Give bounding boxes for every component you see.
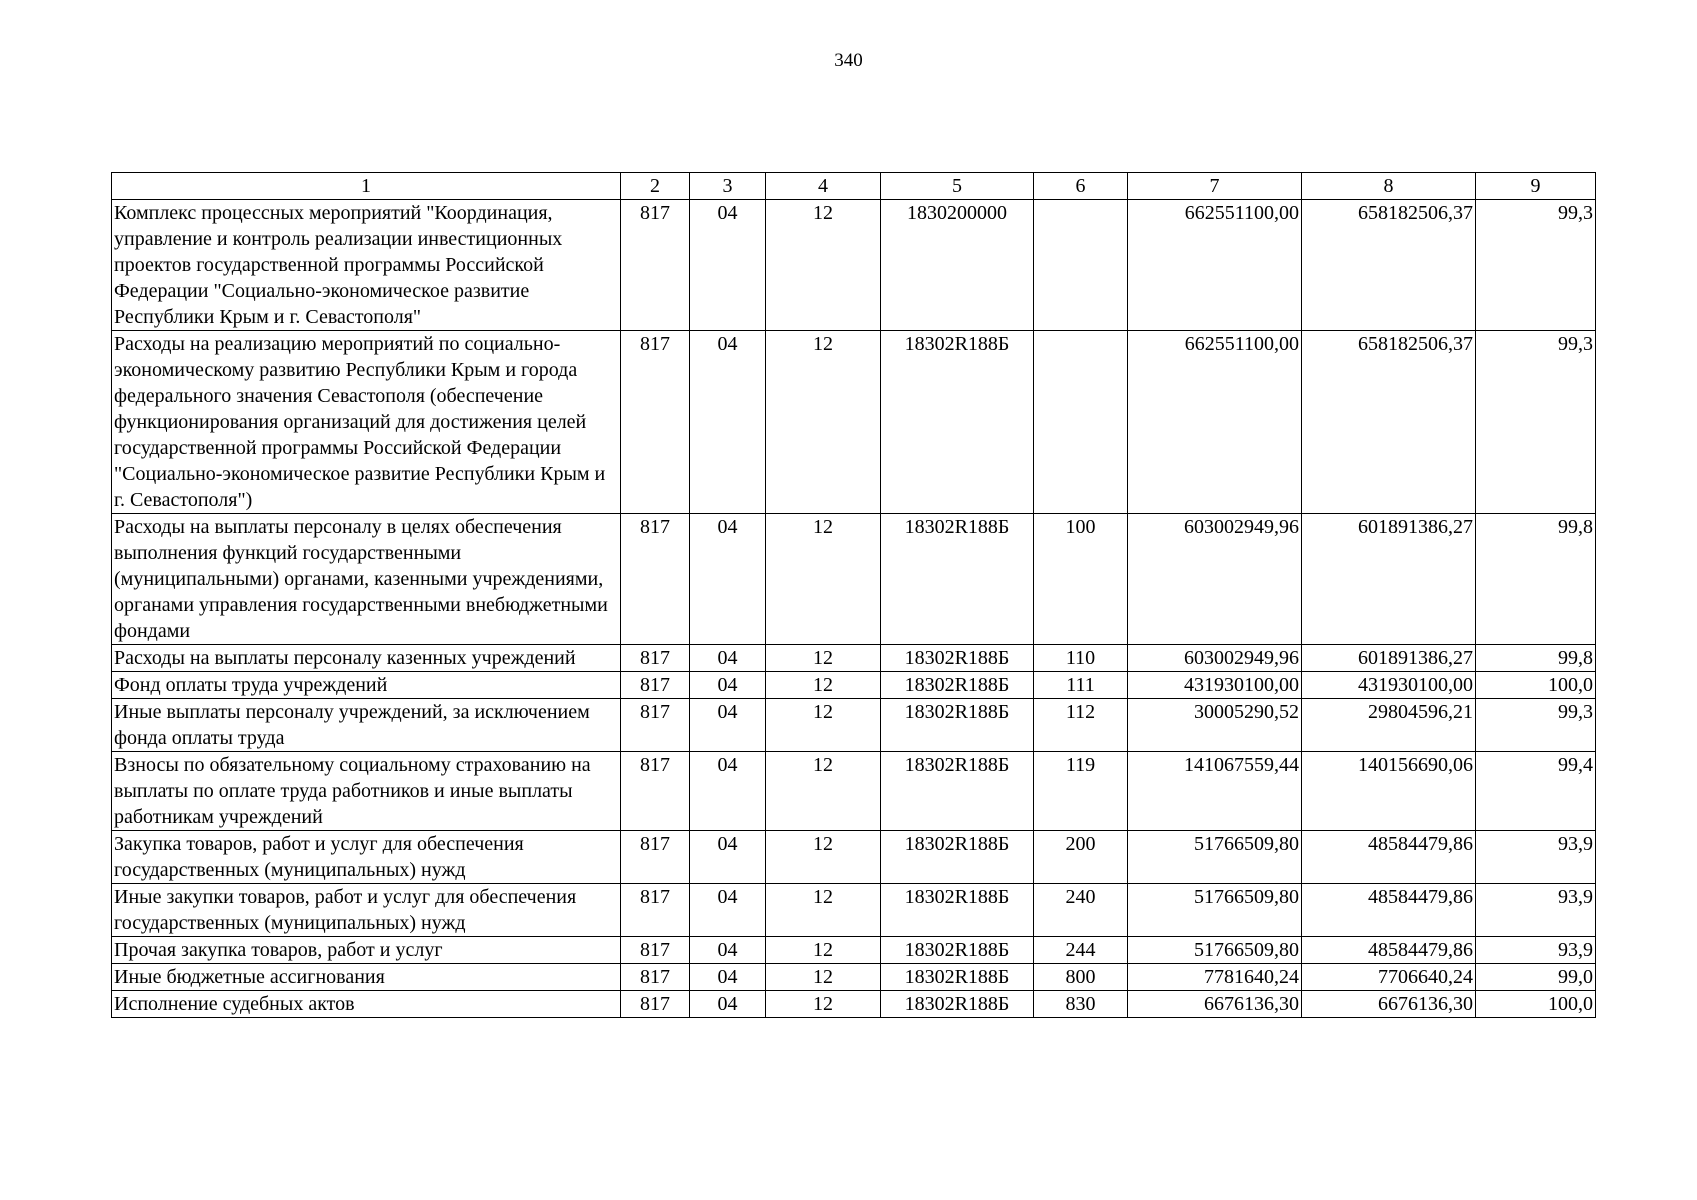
code-section-cell: 04 [690,200,766,331]
code-subsection-cell: 12 [766,964,881,991]
planned-amount-cell: 662551100,00 [1128,331,1302,514]
item-name-cell: Комплекс процессных мероприятий "Координация, управление и контроль реализации инвестиционных проектов государственной программы Российской Федерации "Социально-экономическое развитие Республики Крым и г. Севастополя" [112,200,621,331]
code-expense-type-cell [1034,331,1128,514]
table-row [112,200,1596,331]
code-subsection-cell: 12 [766,884,881,937]
table-row [112,752,1596,831]
column-header: 5 [881,173,1034,200]
code-target-cell: 18302R188Б [881,331,1034,514]
code-subsection-cell: 12 [766,514,881,645]
planned-amount-cell: 30005290,52 [1128,699,1302,752]
code-expense-type-cell: 244 [1034,937,1128,964]
code-admin-cell: 817 [621,514,690,645]
executed-amount-cell: 658182506,37 [1302,331,1476,514]
item-name-cell: Прочая закупка товаров, работ и услуг [112,937,621,964]
code-section-cell: 04 [690,645,766,672]
execution-percent-cell: 93,9 [1476,884,1596,937]
executed-amount-cell: 48584479,86 [1302,884,1476,937]
executed-amount-cell: 6676136,30 [1302,991,1476,1018]
execution-percent-cell: 93,9 [1476,937,1596,964]
code-section-cell: 04 [690,884,766,937]
code-expense-type-cell: 830 [1034,991,1128,1018]
execution-percent-cell: 99,3 [1476,699,1596,752]
code-subsection-cell: 12 [766,752,881,831]
executed-amount-cell: 431930100,00 [1302,672,1476,699]
code-subsection-cell: 12 [766,991,881,1018]
item-name-cell: Взносы по обязательному социальному страхованию на выплаты по оплате труда работников и иные выплаты работникам учреждений [112,752,621,831]
executed-amount-cell: 48584479,86 [1302,937,1476,964]
item-name-cell: Иные выплаты персоналу учреждений, за исключением фонда оплаты труда [112,699,621,752]
planned-amount-cell: 6676136,30 [1128,991,1302,1018]
table-row [112,937,1596,964]
code-target-cell: 18302R188Б [881,752,1034,831]
code-expense-type-cell: 240 [1034,884,1128,937]
table-row [112,645,1596,672]
execution-percent-cell: 93,9 [1476,831,1596,884]
executed-amount-cell: 601891386,27 [1302,514,1476,645]
planned-amount-cell: 51766509,80 [1128,937,1302,964]
item-name-cell: Расходы на реализацию мероприятий по социально-экономическому развитию Республики Крым и города федерального значения Севастополя (обеспечение функционирования организаций для достижения целей государственной программы Российской Федерации "Социально-экономическое развитие Республики Крым и г. Севастополя") [112,331,621,514]
code-target-cell: 18302R188Б [881,514,1034,645]
execution-percent-cell: 99,0 [1476,964,1596,991]
code-subsection-cell: 12 [766,831,881,884]
planned-amount-cell: 662551100,00 [1128,200,1302,331]
execution-percent-cell: 99,3 [1476,331,1596,514]
code-target-cell: 18302R188Б [881,937,1034,964]
planned-amount-cell: 603002949,96 [1128,514,1302,645]
code-section-cell: 04 [690,331,766,514]
code-admin-cell: 817 [621,645,690,672]
item-name-cell: Расходы на выплаты персоналу казенных учреждений [112,645,621,672]
item-name-cell: Расходы на выплаты персоналу в целях обеспечения выполнения функций государственными (муниципальными) органами, казенными учреждениями, органами управления государственными внебюджетными фондами [112,514,621,645]
code-expense-type-cell: 111 [1034,672,1128,699]
code-target-cell: 18302R188Б [881,672,1034,699]
column-header: 2 [621,173,690,200]
code-subsection-cell: 12 [766,645,881,672]
table-row [112,672,1596,699]
item-name-cell: Исполнение судебных актов [112,991,621,1018]
code-expense-type-cell: 800 [1034,964,1128,991]
column-header: 1 [112,173,621,200]
column-header: 9 [1476,173,1596,200]
page-number: 340 [834,50,863,71]
item-name-cell: Закупка товаров, работ и услуг для обеспечения государственных (муниципальных) нужд [112,831,621,884]
execution-percent-cell: 99,4 [1476,752,1596,831]
table-row [112,514,1596,645]
code-expense-type-cell: 112 [1034,699,1128,752]
code-admin-cell: 817 [621,884,690,937]
code-section-cell: 04 [690,831,766,884]
item-name-cell: Иные бюджетные ассигнования [112,964,621,991]
code-admin-cell: 817 [621,991,690,1018]
execution-percent-cell: 100,0 [1476,991,1596,1018]
execution-percent-cell: 99,3 [1476,200,1596,331]
item-name-cell: Иные закупки товаров, работ и услуг для обеспечения государственных (муниципальных) нужд [112,884,621,937]
code-target-cell: 18302R188Б [881,645,1034,672]
code-target-cell: 1830200000 [881,200,1034,331]
code-expense-type-cell [1034,200,1128,331]
code-section-cell: 04 [690,752,766,831]
column-header: 7 [1128,173,1302,200]
code-section-cell: 04 [690,964,766,991]
planned-amount-cell: 51766509,80 [1128,884,1302,937]
code-subsection-cell: 12 [766,331,881,514]
code-admin-cell: 817 [621,699,690,752]
code-target-cell: 18302R188Б [881,964,1034,991]
table-row [112,831,1596,884]
planned-amount-cell: 7781640,24 [1128,964,1302,991]
code-admin-cell: 817 [621,672,690,699]
code-expense-type-cell: 100 [1034,514,1128,645]
header-row [112,173,1596,200]
code-section-cell: 04 [690,991,766,1018]
code-section-cell: 04 [690,699,766,752]
code-admin-cell: 817 [621,752,690,831]
planned-amount-cell: 431930100,00 [1128,672,1302,699]
column-header: 3 [690,173,766,200]
code-section-cell: 04 [690,514,766,645]
code-admin-cell: 817 [621,964,690,991]
execution-percent-cell: 99,8 [1476,514,1596,645]
code-expense-type-cell: 200 [1034,831,1128,884]
code-target-cell: 18302R188Б [881,884,1034,937]
execution-percent-cell: 99,8 [1476,645,1596,672]
code-target-cell: 18302R188Б [881,991,1034,1018]
code-subsection-cell: 12 [766,672,881,699]
code-subsection-cell: 12 [766,699,881,752]
executed-amount-cell: 658182506,37 [1302,200,1476,331]
code-expense-type-cell: 110 [1034,645,1128,672]
executed-amount-cell: 601891386,27 [1302,645,1476,672]
code-target-cell: 18302R188Б [881,699,1034,752]
code-admin-cell: 817 [621,331,690,514]
executed-amount-cell: 140156690,06 [1302,752,1476,831]
code-admin-cell: 817 [621,200,690,331]
table-row [112,991,1596,1018]
code-subsection-cell: 12 [766,937,881,964]
column-header: 6 [1034,173,1128,200]
executed-amount-cell: 29804596,21 [1302,699,1476,752]
code-admin-cell: 817 [621,831,690,884]
budget-table [111,172,1596,1018]
column-header: 8 [1302,173,1476,200]
column-header: 4 [766,173,881,200]
code-expense-type-cell: 119 [1034,752,1128,831]
code-target-cell: 18302R188Б [881,831,1034,884]
code-subsection-cell: 12 [766,200,881,331]
planned-amount-cell: 51766509,80 [1128,831,1302,884]
execution-percent-cell: 100,0 [1476,672,1596,699]
table-row [112,699,1596,752]
code-section-cell: 04 [690,672,766,699]
table-row [112,331,1596,514]
planned-amount-cell: 141067559,44 [1128,752,1302,831]
code-section-cell: 04 [690,937,766,964]
table-row [112,884,1596,937]
item-name-cell: Фонд оплаты труда учреждений [112,672,621,699]
planned-amount-cell: 603002949,96 [1128,645,1302,672]
executed-amount-cell: 7706640,24 [1302,964,1476,991]
executed-amount-cell: 48584479,86 [1302,831,1476,884]
code-admin-cell: 817 [621,937,690,964]
table-row [112,964,1596,991]
table-body [112,200,1596,1018]
